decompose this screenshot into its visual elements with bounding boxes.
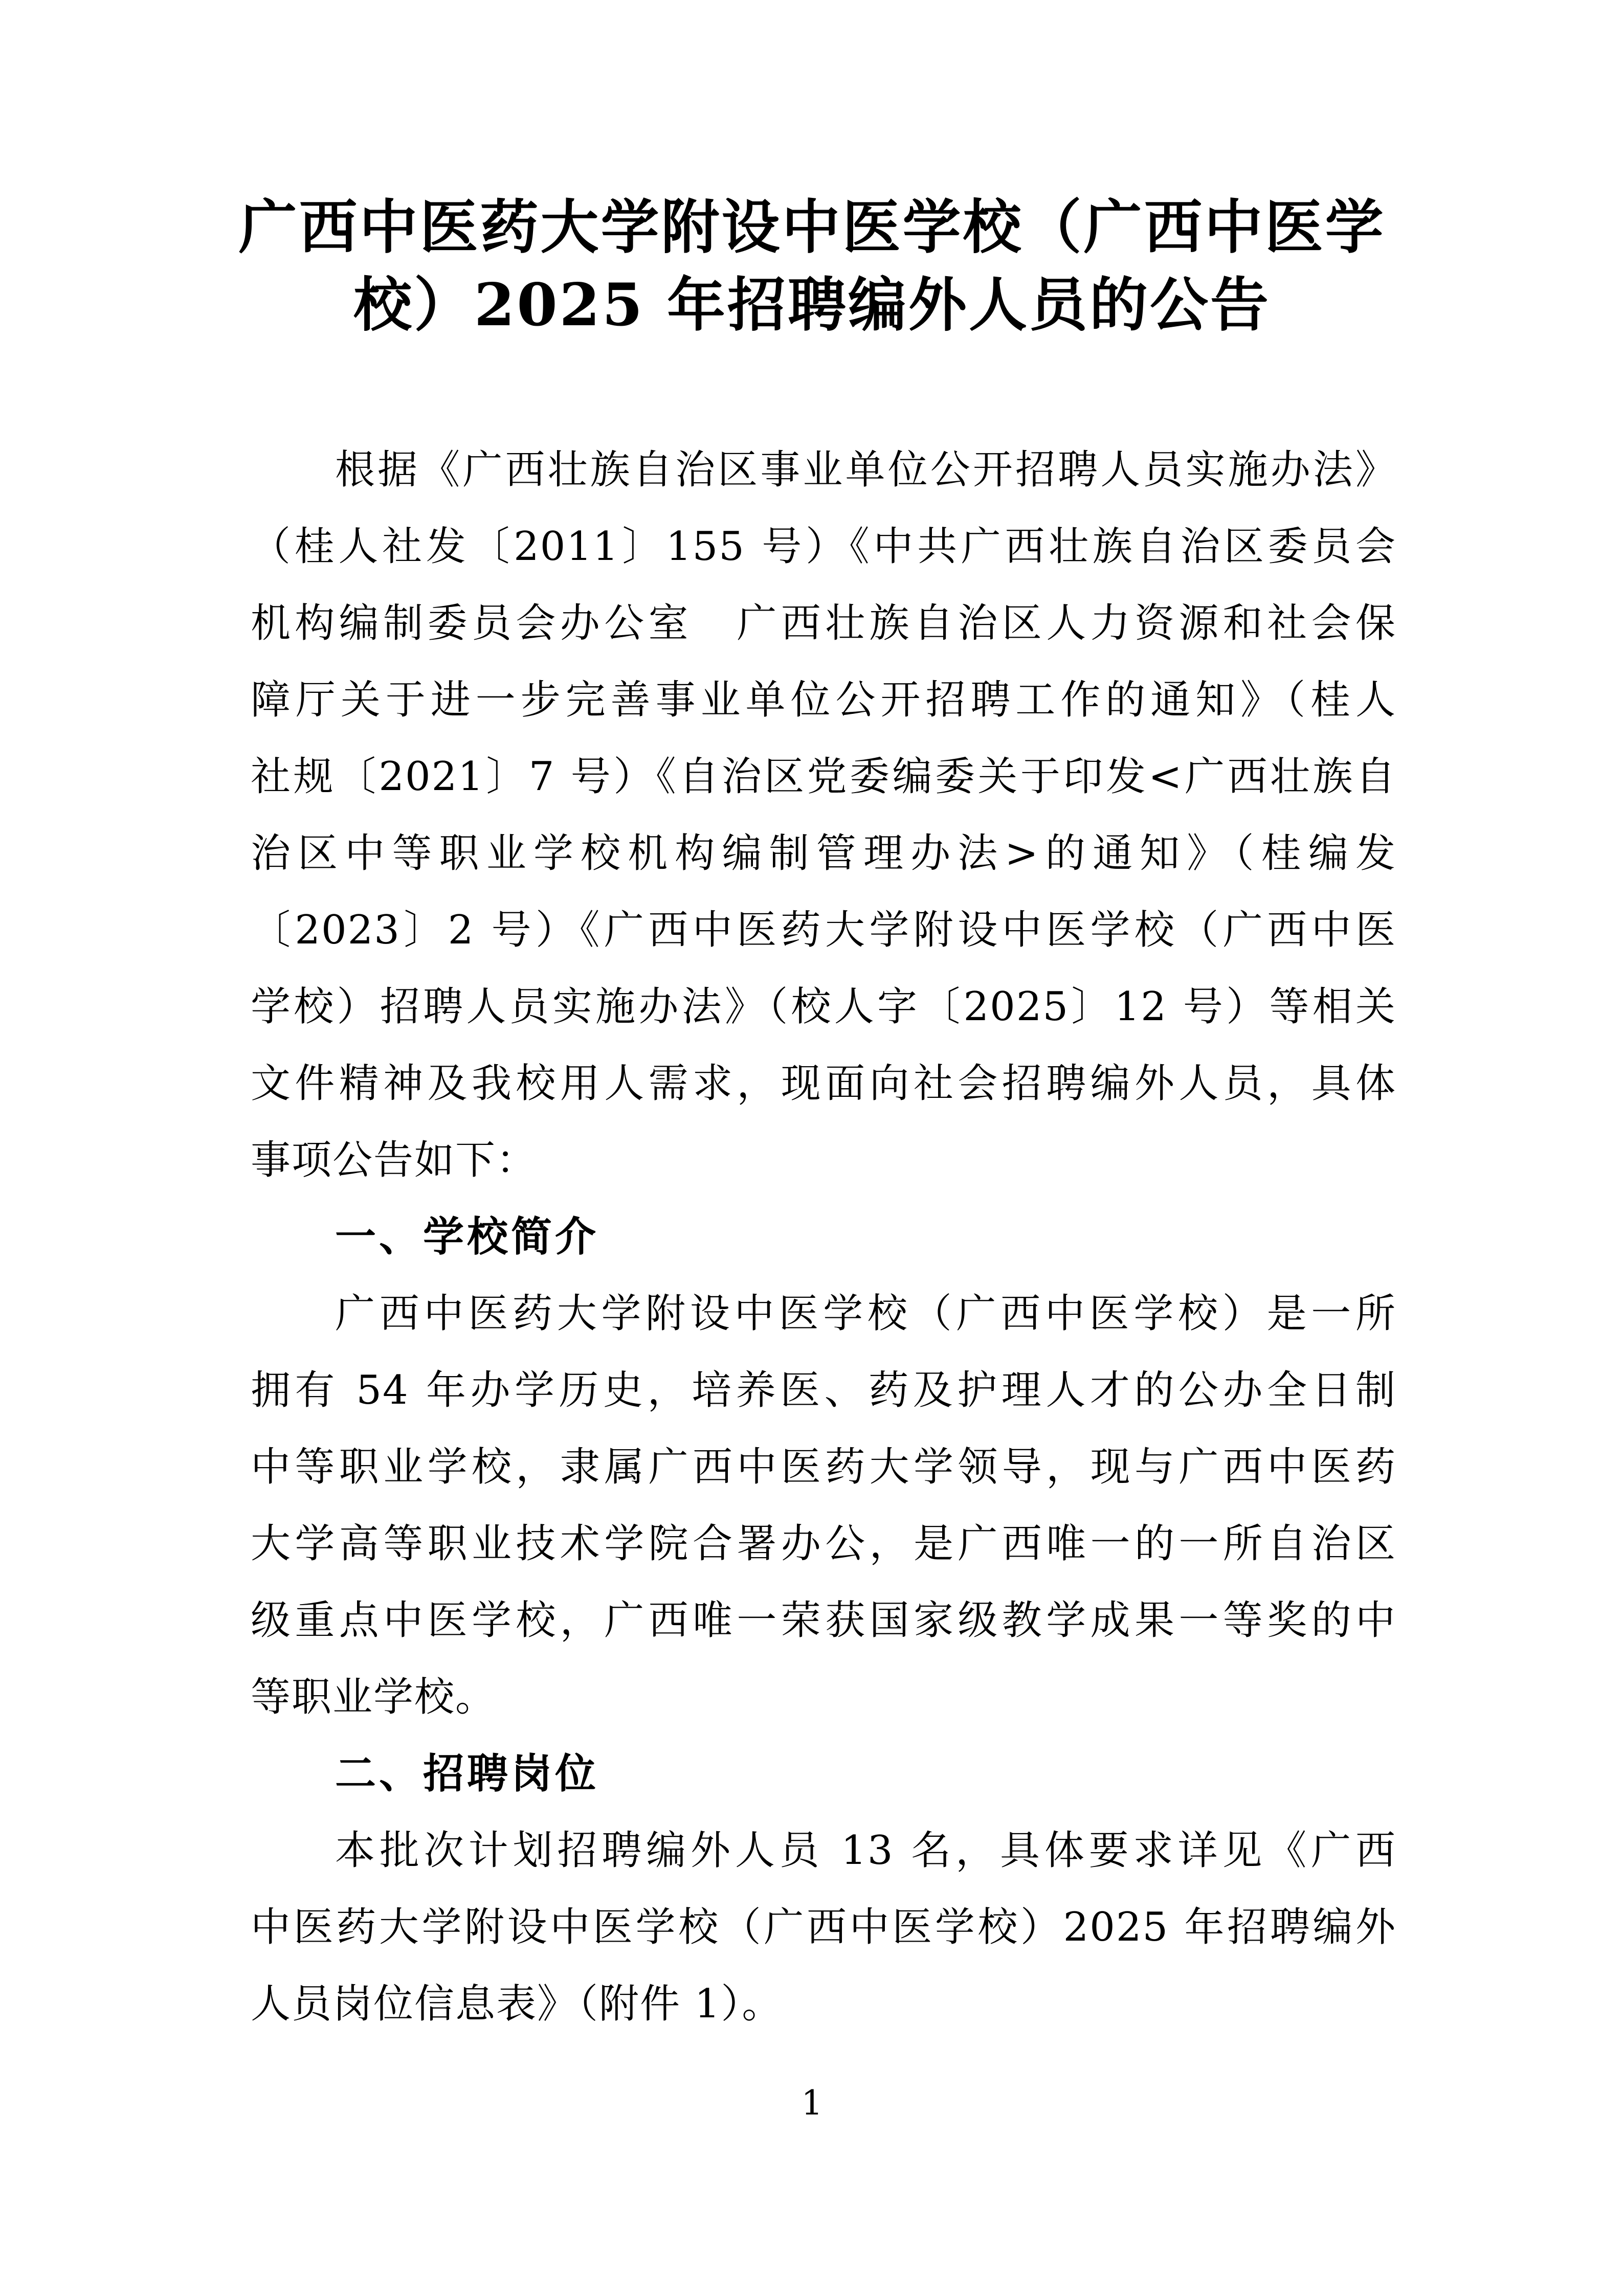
section1-line: 级重点中医学校，广西唯一荣获国家级教学成果一等奖的中	[251, 1597, 1396, 1644]
section1-line: 等职业学校。	[251, 1674, 497, 1720]
intro-line: （桂人社发〔2011〕155 号）《中共广西壮族自治区委员会	[251, 524, 1396, 570]
title-line-1: 广西中医药大学附设中医学校（广西中医学	[238, 193, 1386, 261]
section1-line: 大学高等职业技术学院合署办公，是广西唯一的一所自治区	[251, 1521, 1396, 1567]
document-body	[251, 432, 1396, 2042]
page-number: 1	[801, 2083, 823, 2123]
intro-line: 社规〔2021〕7 号）《自治区党委编委关于印发<广西壮族自	[251, 754, 1396, 800]
intro-line: 事项公告如下：	[251, 1137, 538, 1183]
intro-line: 学校）招聘人员实施办法》（校人字〔2025〕12 号）等相关	[251, 984, 1396, 1030]
section1-line: 中等职业学校，隶属广西中医药大学领导，现与广西中医药	[251, 1444, 1396, 1490]
section2-heading: 二、招聘岗位	[335, 1750, 599, 1797]
section1-heading: 一、学校简介	[335, 1213, 599, 1260]
section2-line: 人员岗位信息表》（附件 1）。	[251, 1981, 783, 2027]
section1-line: 拥有 54 年办学历史，培养医、药及护理人才的公办全日制	[251, 1367, 1396, 1413]
section2-line: 本批次计划招聘编外人员 13 名，具体要求详见《广西	[335, 1828, 1396, 1874]
intro-line: 机构编制委员会办公室 广西壮族自治区人力资源和社会保	[251, 600, 1396, 646]
section1-line: 广西中医药大学附设中医学校（广西中医学校）是一所	[335, 1291, 1396, 1337]
title-line-2: 校）2025 年招聘编外人员的公告	[353, 271, 1271, 339]
section2-line: 中医药大学附设中医学校（广西中医学校）2025 年招聘编外	[251, 1904, 1396, 1950]
intro-line: 根据《广西壮族自治区事业单位公开招聘人员实施办法》	[335, 447, 1396, 493]
intro-line: 治区中等职业学校机构编制管理办法>的通知》（桂编发	[251, 830, 1396, 876]
intro-line: 文件精神及我校用人需求，现面向社会招聘编外人员，具体	[251, 1061, 1396, 1107]
document-title	[233, 188, 1391, 344]
intro-line: 障厅关于进一步完善事业单位公开招聘工作的通知》（桂人	[251, 677, 1396, 723]
intro-line: 〔2023〕2 号）《广西中医药大学附设中医学校（广西中医	[251, 907, 1396, 953]
